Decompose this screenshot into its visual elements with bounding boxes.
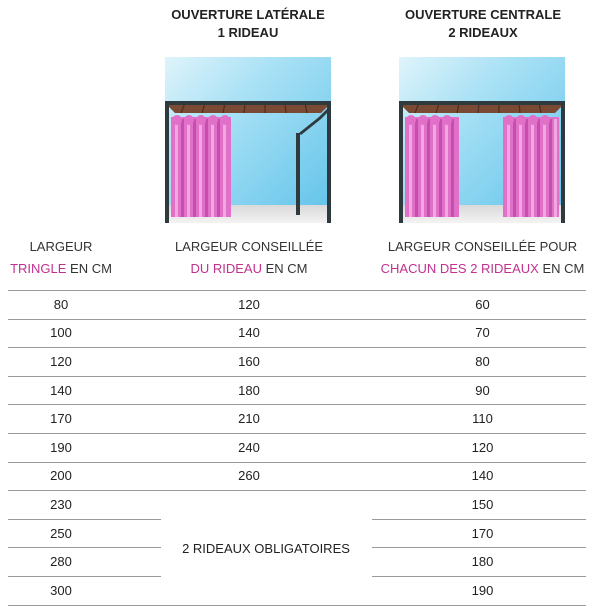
table-cell-rideau: 120 — [238, 297, 260, 312]
column-header-tringle — [0, 236, 122, 280]
column-header-rideau-pink: DU RIDEAU — [190, 261, 262, 276]
row-divider — [8, 290, 586, 291]
table-cell-chacun: 80 — [475, 354, 490, 369]
table-cell-tringle: 190 — [50, 440, 72, 455]
row-divider — [8, 605, 586, 606]
column-header-chacun-line2 — [370, 258, 595, 280]
table-cell-tringle: 300 — [50, 583, 72, 598]
table-cell-tringle: 120 — [50, 354, 72, 369]
row-divider — [372, 547, 586, 548]
row-divider — [8, 490, 586, 491]
column-header-rideau-line1: LARGEUR CONSEILLÉE — [174, 239, 324, 254]
header-lateral — [148, 6, 348, 42]
table-cell-tringle: 100 — [50, 325, 72, 340]
header-central-line1: OUVERTURE CENTRALE — [404, 7, 561, 22]
table-cell-tringle: 80 — [53, 297, 69, 312]
column-header-tringle-pink: TRINGLE — [10, 261, 67, 276]
column-header-rideau-line2 — [160, 258, 338, 280]
table-cell-chacun: 150 — [471, 497, 494, 512]
row-divider — [8, 547, 161, 548]
curtain-left — [171, 115, 231, 217]
table-cell-rideau: 160 — [238, 354, 260, 369]
row-divider — [8, 519, 161, 520]
row-divider — [8, 462, 586, 463]
pergola-lateral-illustration — [165, 57, 331, 223]
table-cell-chacun: 90 — [475, 383, 490, 398]
column-header-rideau-unit: EN CM — [265, 261, 308, 276]
row-divider — [372, 576, 586, 577]
table-cell-chacun: 140 — [471, 468, 494, 483]
table-cell-chacun: 170 — [471, 526, 494, 541]
header-lateral-line1: OUVERTURE LATÉRALE — [171, 7, 325, 22]
row-divider — [8, 404, 586, 405]
column-header-chacun-pink: CHACUN DES 2 RIDEAUX — [380, 261, 539, 276]
pergola-central-illustration — [399, 57, 565, 223]
table-cell-rideau: 180 — [238, 383, 260, 398]
table-cell-tringle: 200 — [50, 468, 72, 483]
table-cell-rideau: 210 — [238, 411, 260, 426]
table-cell-chacun: 110 — [472, 411, 493, 426]
table-cell-tringle: 280 — [50, 554, 72, 569]
column-header-chacun-line1: LARGEUR CONSEILLÉE POUR — [387, 239, 578, 254]
column-header-tringle-unit: EN CM — [70, 261, 112, 276]
curtain-right — [503, 115, 559, 217]
row-divider — [8, 576, 161, 577]
table-cell-tringle: 140 — [50, 383, 72, 398]
column-header-rideau — [160, 236, 338, 280]
column-header-tringle-line2 — [0, 258, 122, 280]
table-cell-rideau: 260 — [238, 468, 260, 483]
column-header-chacun-unit: EN CM — [542, 261, 585, 276]
header-lateral-line2: 1 RIDEAU — [217, 25, 279, 40]
table-cell-tringle: 230 — [50, 497, 72, 512]
curtain-left — [405, 115, 459, 217]
row-divider — [8, 319, 586, 320]
merged-note: 2 RIDEAUX OBLIGATOIRES — [182, 541, 350, 556]
row-divider — [8, 376, 586, 377]
row-divider — [8, 347, 586, 348]
column-header-chacun — [370, 236, 595, 280]
table-cell-tringle: 170 — [50, 411, 72, 426]
row-divider — [8, 433, 586, 434]
header-central — [383, 6, 583, 42]
table-cell-chacun: 60 — [475, 297, 490, 312]
table-cell-chacun: 70 — [475, 325, 490, 340]
table-cell-chacun: 120 — [471, 440, 494, 455]
column-header-tringle-line1: LARGEUR — [29, 239, 93, 254]
table-cell-chacun: 180 — [471, 554, 494, 569]
header-central-line2: 2 RIDEAUX — [448, 25, 518, 40]
row-divider — [372, 519, 586, 520]
table-cell-rideau: 240 — [238, 440, 260, 455]
table-cell-rideau: 140 — [238, 325, 260, 340]
table-cell-tringle: 250 — [50, 526, 72, 541]
table-cell-chacun: 190 — [471, 583, 494, 598]
